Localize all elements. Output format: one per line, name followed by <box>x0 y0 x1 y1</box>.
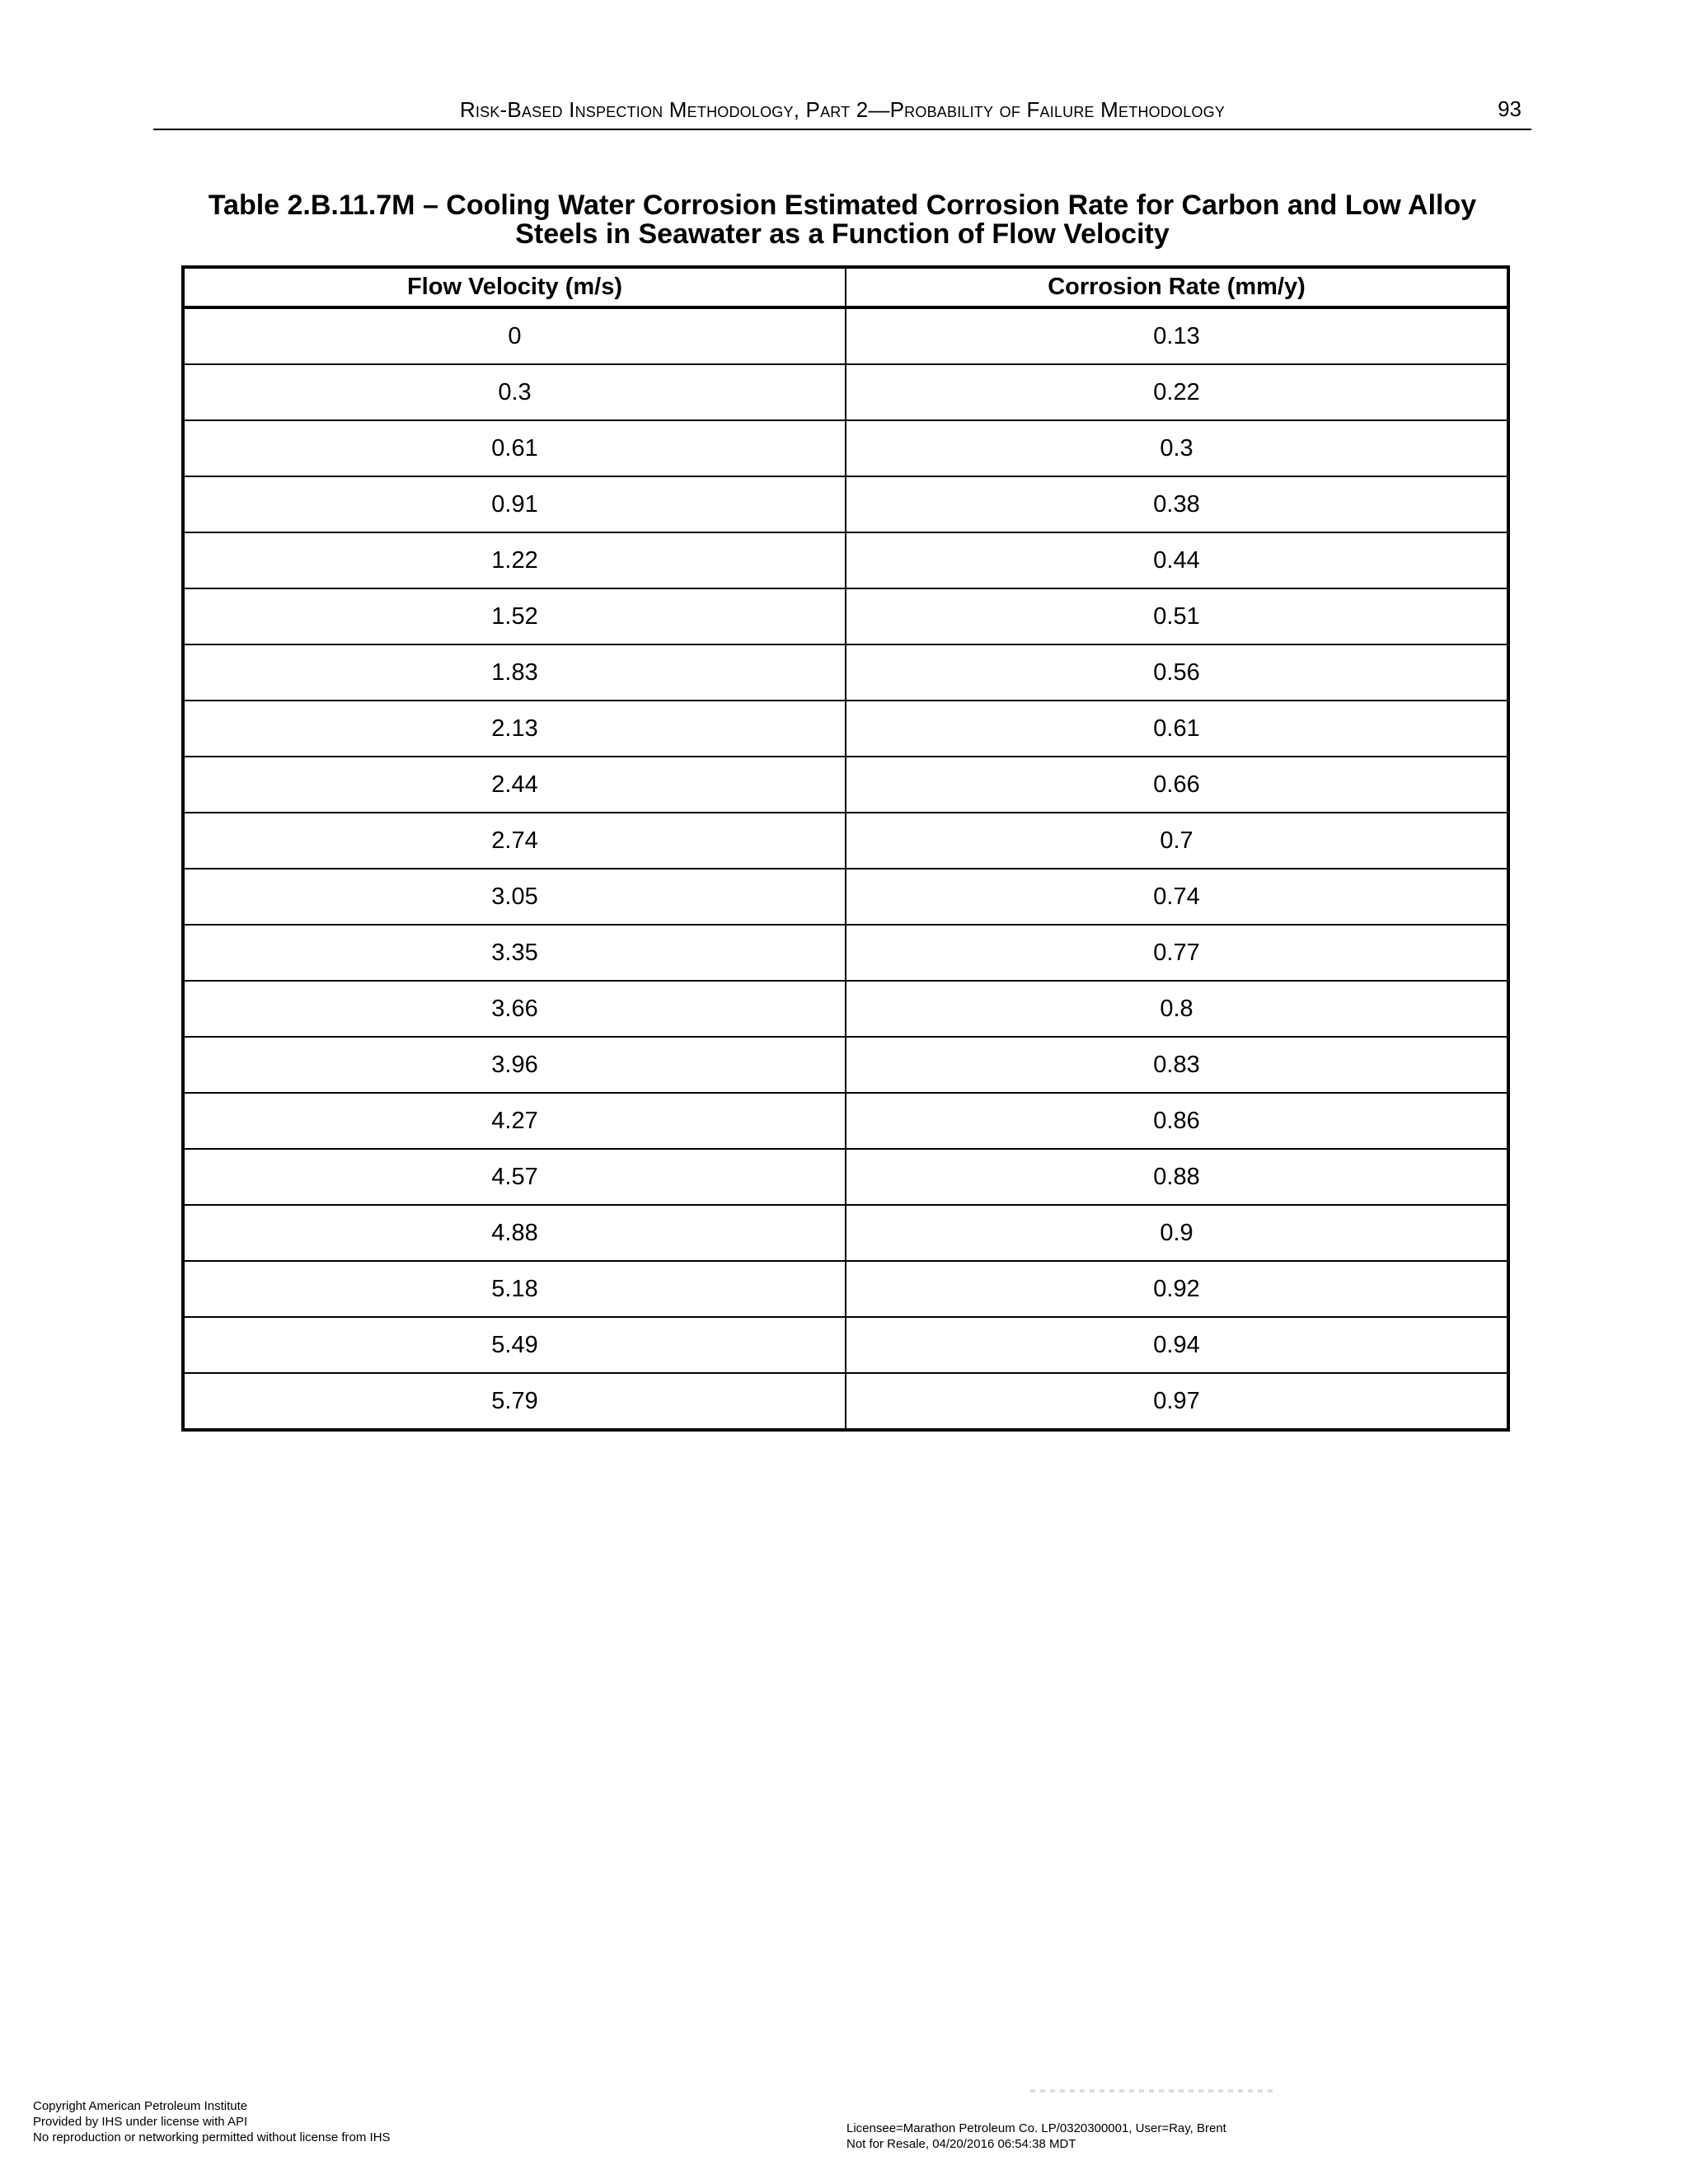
table-row <box>183 364 1508 420</box>
flow-velocity-cell: 4.57 <box>183 1149 846 1205</box>
flow-velocity-cell: 1.83 <box>183 644 846 701</box>
footer-copyright <box>33 2098 391 2145</box>
flow-velocity-cell: 0.3 <box>183 364 846 420</box>
corrosion-rate-cell: 0.22 <box>846 364 1508 420</box>
caption-line-2: Steels in Seawater as a Function of Flow Velocity <box>515 218 1170 250</box>
corrosion-rate-cell: 0.38 <box>846 476 1508 532</box>
flow-velocity-cell: 0.61 <box>183 420 846 476</box>
table-row <box>183 532 1508 588</box>
table-header-row <box>183 267 1508 307</box>
footer-left-line: Copyright American Petroleum Institute <box>33 2099 248 2113</box>
running-title: Risk-Based Inspection Methodology, Part 2—Probability of Failure Methodology <box>459 97 1226 122</box>
corrosion-rate-table <box>181 265 1510 1432</box>
column-header-corrosion-rate: Corrosion Rate (mm/y) <box>846 267 1508 307</box>
corrosion-rate-cell: 0.83 <box>846 1037 1508 1093</box>
page-header <box>153 96 1531 130</box>
flow-velocity-cell: 3.35 <box>183 925 846 981</box>
faint-scan-mark <box>1030 2089 1278 2093</box>
table-caption <box>153 191 1531 249</box>
column-header-flow-velocity: Flow Velocity (m/s) <box>183 267 846 307</box>
corrosion-rate-cell: 0.97 <box>846 1373 1508 1430</box>
flow-velocity-cell: 2.13 <box>183 701 846 757</box>
table-row <box>183 1261 1508 1317</box>
flow-velocity-cell: 5.79 <box>183 1373 846 1430</box>
flow-velocity-cell: 3.96 <box>183 1037 846 1093</box>
corrosion-rate-cell: 0.88 <box>846 1149 1508 1205</box>
table-row <box>183 1149 1508 1205</box>
table-row <box>183 420 1508 476</box>
table-row <box>183 1317 1508 1373</box>
footer-right-line: Not for Resale, 04/20/2016 06:54:38 MDT <box>846 2137 1076 2151</box>
page-number: 93 <box>1498 96 1522 121</box>
corrosion-rate-cell: 0.77 <box>846 925 1508 981</box>
corrosion-rate-cell: 0.9 <box>846 1205 1508 1261</box>
table-row <box>183 644 1508 701</box>
corrosion-rate-cell: 0.66 <box>846 757 1508 813</box>
corrosion-rate-cell: 0.3 <box>846 420 1508 476</box>
flow-velocity-cell: 2.74 <box>183 813 846 869</box>
table-row <box>183 588 1508 644</box>
table-body <box>183 307 1508 1430</box>
flow-velocity-cell: 4.27 <box>183 1093 846 1149</box>
corrosion-rate-cell: 0.56 <box>846 644 1508 701</box>
corrosion-rate-cell: 0.8 <box>846 981 1508 1037</box>
corrosion-rate-cell: 0.74 <box>846 869 1508 925</box>
flow-velocity-cell: 0 <box>183 307 846 364</box>
table-row <box>183 813 1508 869</box>
table-row <box>183 701 1508 757</box>
footer-right-line: Licensee=Marathon Petroleum Co. LP/0320300001, User=Ray, Brent <box>846 2121 1226 2135</box>
flow-velocity-cell: 1.52 <box>183 588 846 644</box>
corrosion-rate-cell: 0.61 <box>846 701 1508 757</box>
table-row <box>183 925 1508 981</box>
footer-license <box>846 2121 1226 2152</box>
corrosion-rate-cell: 0.51 <box>846 588 1508 644</box>
flow-velocity-cell: 5.18 <box>183 1261 846 1317</box>
flow-velocity-cell: 0.91 <box>183 476 846 532</box>
table-row <box>183 1373 1508 1430</box>
table-row <box>183 981 1508 1037</box>
flow-velocity-cell: 5.49 <box>183 1317 846 1373</box>
footer-left-line: Provided by IHS under license with API <box>33 2115 248 2129</box>
table-row <box>183 307 1508 364</box>
corrosion-rate-cell: 0.92 <box>846 1261 1508 1317</box>
flow-velocity-cell: 3.66 <box>183 981 846 1037</box>
corrosion-rate-cell: 0.86 <box>846 1093 1508 1149</box>
table-row <box>183 757 1508 813</box>
table-row <box>183 1205 1508 1261</box>
table-row <box>183 869 1508 925</box>
caption-line-1: Table 2.B.11.7M – Cooling Water Corrosion Estimated Corrosion Rate for Carbon and Low Alloy <box>208 190 1477 221</box>
flow-velocity-cell: 2.44 <box>183 757 846 813</box>
flow-velocity-cell: 1.22 <box>183 532 846 588</box>
flow-velocity-cell: 3.05 <box>183 869 846 925</box>
corrosion-rate-cell: 0.13 <box>846 307 1508 364</box>
corrosion-rate-cell: 0.7 <box>846 813 1508 869</box>
flow-velocity-cell: 4.88 <box>183 1205 846 1261</box>
footer-left-line: No reproduction or networking permitted without license from IHS <box>33 2130 391 2144</box>
corrosion-rate-cell: 0.94 <box>846 1317 1508 1373</box>
table-row <box>183 476 1508 532</box>
table-row <box>183 1037 1508 1093</box>
table-row <box>183 1093 1508 1149</box>
corrosion-rate-cell: 0.44 <box>846 532 1508 588</box>
